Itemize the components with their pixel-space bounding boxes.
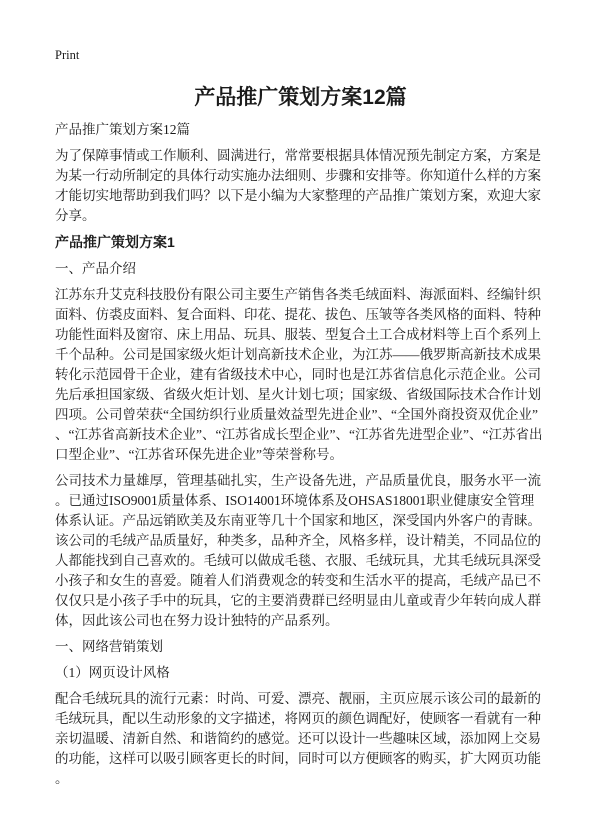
company-overview-paragraph: 江苏东升艾克科技股份有限公司主要生产销售各类毛绒面料、海派面料、经编针织面料、仿裘皮面料、复合面料、印花、提花、拔色、压皱等各类风格的面料、特种功能性面料及窗帘、床上用品、玩具、服装、型复合土工合成材料等上百个系列上千个品种。公司是国家级火炬计划高新技术企业，为江苏——俄罗斯高新技术成果转化示范园骨干企业，建有省级技术中心，同时也是江苏省信息化示范企业。公司先后承担国家级、省级火炬计划、星火计划七项；国家级、省级国际技术合作计划四项。公司曾荣获“全国纺织行业质量效益型先进企业”、“全国外商投资双优企业”、“江苏省高新技术企业”、“江苏省成长型企业”、“江苏省先进型企业”、“江苏省出口型企业”、“江苏省环保先进企业”等荣誉称号。 [55, 287, 543, 462]
product-intro-heading: 一、产品介绍 [55, 261, 136, 276]
company-strength-paragraph: 公司技术力量雄厚，管理基础扎实，生产设备先进，产品质量优良，服务水平一流。已通过ISO9001质量体系、ISO14001环境体系及OHSAS18001职业健康安全管理体系认证。产品远销欧美及东南亚等几十个国家和地区，深受国内外客户的青睐。该公司的毛绒产品质量好，种类多，品种齐全，风格多样，设计精美，不同品位的人都能找到自己喜欢的。毛绒可以做成毛毯、衣服、毛绒玩具，尤其毛绒玩具深受小孩子和女生的喜爱。随着人们消费观念的转变和生活水平的提高，毛绒产品已不仅仅只是小孩子手中的玩具，它的主要消费群已经明显由儿童或青少年转向成人群体，因此该公司也在努力设计独特的产品系列。 [55, 473, 541, 628]
intro-paragraph: 为了保障事情或工作顺利、圆满进行，常常要根据具体情况预先制定方案，方案是为某一行动所制定的具体行动实施办法细则、步骤和安排等。你知道什么样的方案才能切实地帮助到我们吗？以下是小编为大家整理的产品推广策划方案，欢迎大家分享。 [55, 148, 541, 223]
plan1-heading: 产品推广策划方案1 [55, 234, 175, 250]
network-marketing-heading: 一、网络营销策划 [55, 639, 163, 654]
page-title: 产品推广策划方案12篇 [194, 86, 407, 109]
print-link[interactable]: Print [55, 48, 80, 62]
page-subtitle: 产品推广策划方案12篇 [55, 122, 190, 137]
web-design-paragraph: 配合毛绒玩具的流行元素：时尚、可爱、漂亮、靓丽，主页应展示该公司的最新的毛绒玩具，配以生动形象的文字描述，将网页的颜色调配好，使顾客一看就有一种亲切温暖、清新自然、和谐简约的感觉。还可以设计一些趣味区域，添加网上交易的功能，这样可以吸引顾客更长的时间，同时可以方便顾客的购买，扩大网页功能。 [55, 691, 541, 786]
web-design-style-heading: （1）网页设计风格 [55, 665, 170, 680]
